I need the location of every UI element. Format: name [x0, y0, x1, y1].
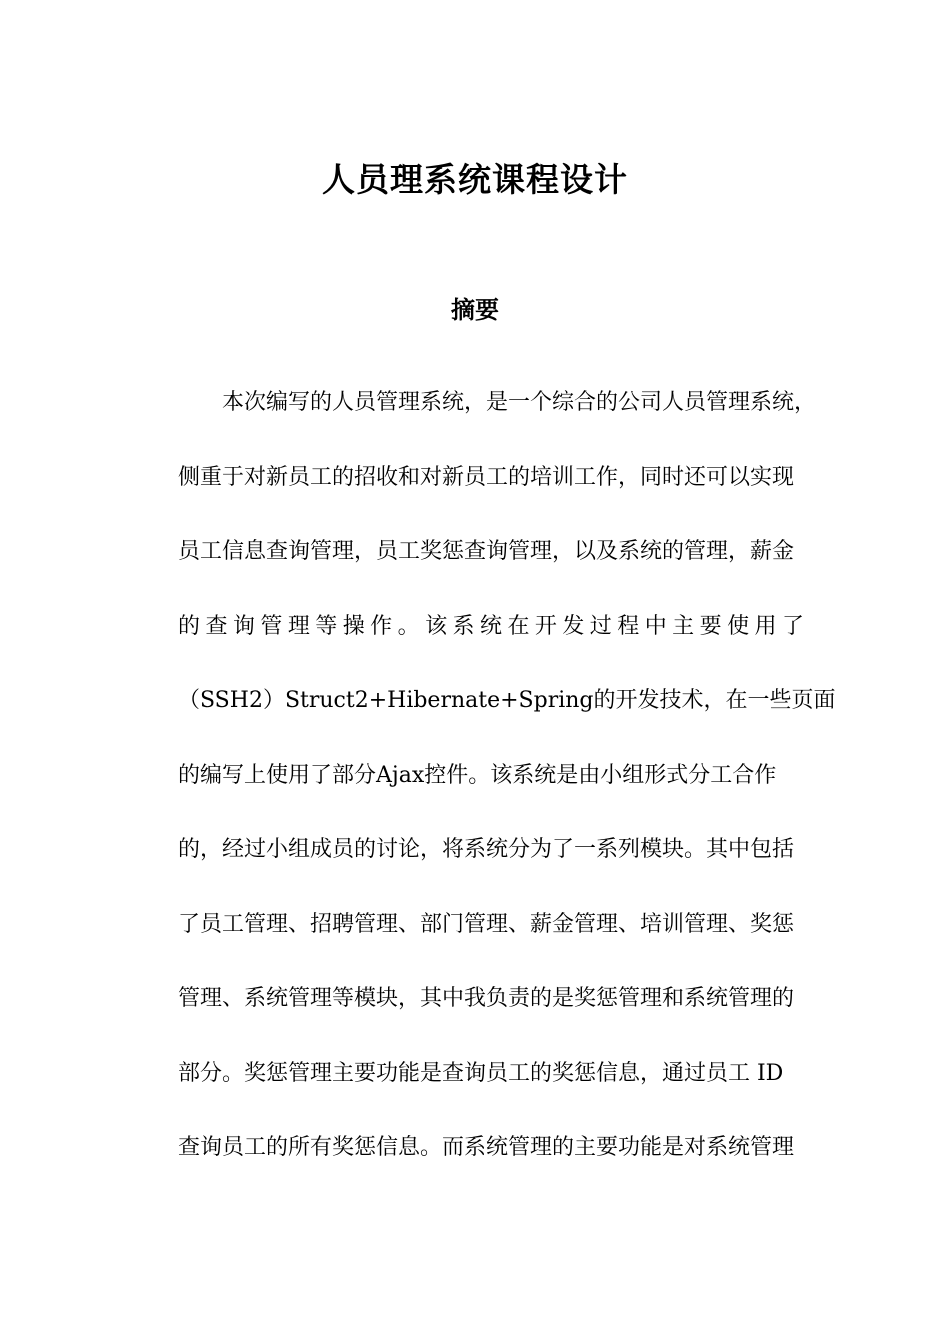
abstract-line: 管理、系统管理等模块，其中我负责的是奖惩管理和系统管理的: [178, 986, 795, 1011]
abstract-line: 侧重于对新员工的招收和对新员工的培训工作，同时还可以实现: [178, 465, 795, 490]
document-title: 人员理系统课程设计: [322, 160, 628, 199]
abstract-line: 员工信息查询管理，员工奖惩查询管理，以及系统的管理，薪金: [178, 539, 795, 564]
abstract-line: 的编写上使用了部分Ajax控件。该系统是由小组形式分工合作: [178, 763, 777, 788]
abstract-line: 了员工管理、招聘管理、部门管理、薪金管理、培训管理、奖惩: [178, 912, 795, 937]
abstract-line: 本次编写的人员管理系统，是一个综合的公司人员管理系统，: [222, 390, 817, 415]
abstract-line: 的查询管理等操作。该系统在开发过程中主要使用了: [178, 614, 804, 639]
abstract-heading: 摘要: [451, 296, 499, 324]
abstract-line: 的，经过小组成员的讨论，将系统分为了一系列模块。其中包括: [178, 837, 795, 862]
abstract-line: （SSH2）Struct2+Hibernate+Spring的开发技术，在一些页面: [178, 688, 836, 713]
abstract-line: 部分。奖惩管理主要功能是查询员工的奖惩信息，通过员工 ID: [178, 1061, 784, 1086]
abstract-line: 查询员工的所有奖惩信息。而系统管理的主要功能是对系统管理: [178, 1135, 795, 1160]
